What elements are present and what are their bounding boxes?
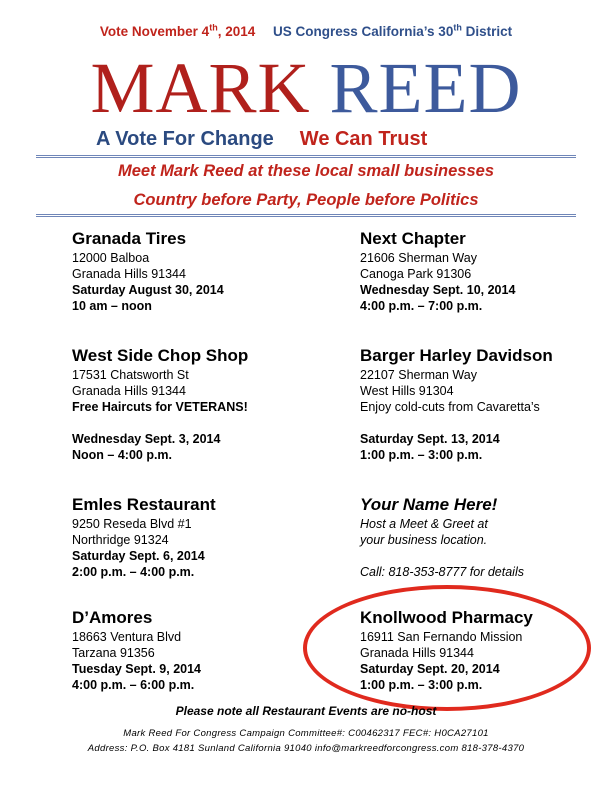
divider-top [36, 155, 576, 158]
election-header [0, 22, 612, 39]
event-name: Next Chapter [360, 229, 466, 248]
event-date: Saturday Sept. 20, 2014 [360, 662, 500, 676]
event-address: 12000 Balboa [72, 251, 150, 265]
event-west-side-chop-shop [72, 345, 248, 463]
event-address: 9250 Reseda Blvd #1 [72, 517, 192, 531]
event-time: 4:00 p.m. – 7:00 p.m. [360, 299, 483, 313]
event-emles-restaurant [72, 494, 216, 580]
host-line-2: your business location. [360, 533, 488, 547]
event-granada-tires [72, 228, 224, 314]
event-your-name-here [360, 494, 524, 580]
candidate-first-name: MARK [90, 48, 311, 128]
event-name: Barger Harley Davidson [360, 346, 553, 365]
event-city: Granada Hills 91344 [72, 267, 186, 281]
event-time: 4:00 p.m. – 6:00 p.m. [72, 678, 195, 692]
event-date: Wednesday Sept. 10, 2014 [360, 283, 516, 297]
host-call: Call: 818-353-8777 for details [360, 565, 524, 579]
event-damores [72, 607, 201, 693]
highlight-circle [303, 585, 591, 711]
slogan [96, 128, 427, 151]
event-address: 18663 Ventura Blvd [72, 630, 182, 644]
footer-committee: Mark Reed For Congress Campaign Committee#: C00462317 FEC#: H0CA27101 [123, 728, 489, 739]
candidate-last-name: REED [329, 48, 522, 128]
event-name: Granada Tires [72, 229, 187, 248]
candidate-name [0, 48, 612, 128]
event-city: Granada Hills 91344 [360, 646, 474, 660]
divider-bottom [36, 214, 576, 217]
event-date: Saturday Sept. 13, 2014 [360, 432, 500, 446]
event-date: Saturday Sept. 6, 2014 [72, 549, 205, 563]
vote-date: Vote November 4th, 2014 [99, 22, 256, 39]
event-city: Canoga Park 91306 [360, 267, 472, 281]
event-time: 1:00 p.m. – 3:00 p.m. [360, 678, 483, 692]
event-date: Tuesday Sept. 9, 2014 [72, 662, 201, 676]
event-address: 22107 Sherman Way [360, 368, 477, 382]
event-next-chapter [360, 228, 515, 314]
event-city: Northridge 91324 [72, 533, 169, 547]
event-address: 16911 San Fernando Mission [360, 630, 523, 644]
event-name: D’Amores [72, 608, 153, 627]
tagline-meet: Meet Mark Reed at these local small businesses [118, 162, 494, 180]
host-line-1: Host a Meet & Greet at [360, 517, 488, 531]
event-name: Emles Restaurant [72, 495, 216, 514]
event-barger-harley-davidson [360, 345, 553, 463]
event-date: Wednesday Sept. 3, 2014 [72, 432, 221, 446]
district-label: US Congress California’s 30th District [273, 22, 513, 39]
event-city: Tarzana 91356 [72, 646, 155, 660]
slogan-left: A Vote For Change [96, 128, 274, 150]
event-city: Granada Hills 91344 [72, 384, 186, 398]
event-note: Enjoy cold-cuts from Cavaretta’s [360, 400, 540, 414]
event-date: Saturday August 30, 2014 [72, 283, 224, 297]
no-host-note: Please note all Restaurant Events are no-host [175, 704, 437, 718]
event-time: 2:00 p.m. – 4:00 p.m. [72, 565, 195, 579]
event-time: Noon – 4:00 p.m. [72, 448, 173, 462]
event-time: 10 am – noon [72, 299, 152, 313]
event-address: 17531 Chatsworth St [72, 368, 189, 382]
event-name: Your Name Here! [360, 495, 498, 514]
event-address: 21606 Sherman Way [360, 251, 477, 265]
footer-address: Address: P.O. Box 4181 Sunland California 91040 info@markreedforcongress.com 818-378-4370 [87, 743, 525, 754]
event-name: West Side Chop Shop [72, 346, 249, 365]
event-note: Free Haircuts for VETERANS! [72, 400, 248, 414]
slogan-right: We Can Trust [299, 128, 428, 150]
event-name: Knollwood Pharmacy [360, 608, 533, 627]
event-time: 1:00 p.m. – 3:00 p.m. [360, 448, 483, 462]
event-city: West Hills 91304 [360, 384, 454, 398]
tagline-country: Country before Party, People before Politics [133, 191, 479, 209]
